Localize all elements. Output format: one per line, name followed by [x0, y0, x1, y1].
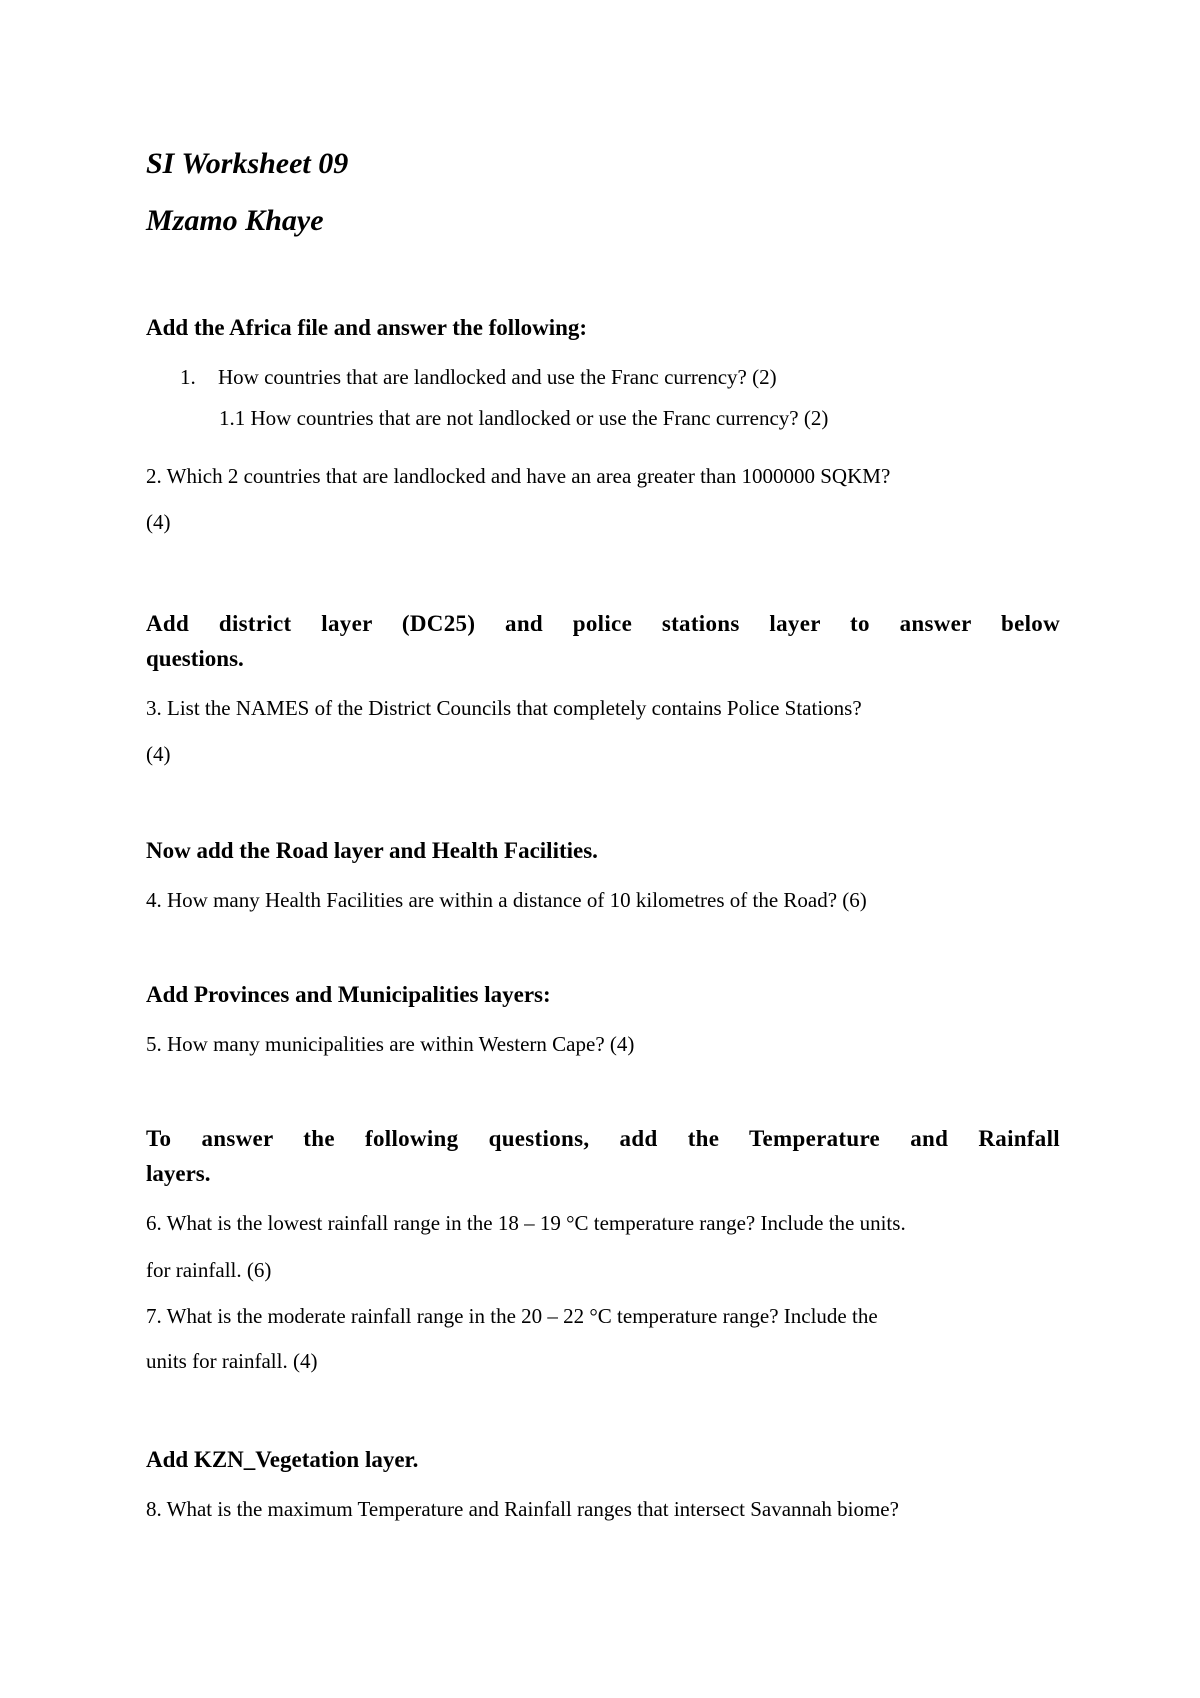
question-8: 8. What is the maximum Temperature and Rainfall ranges that intersect Savannah biome? — [146, 1497, 899, 1521]
vegetation-section-heading: Add KZN_Vegetation layer. — [146, 1447, 419, 1472]
question-2-marks: (4) — [146, 510, 171, 534]
question-3-marks: (4) — [146, 742, 171, 766]
question-4: 4. How many Health Facilities are within a distance of 10 kilometres of the Road? (6) — [146, 888, 867, 912]
district-section-heading-tail: questions. — [146, 646, 244, 671]
question-2-line-1: 2. Which 2 countries that are landlocked and have an area greater than 1000000 SQKM? — [146, 464, 891, 488]
question-7-line-2: units for rainfall. (4) — [146, 1349, 318, 1373]
africa-section-heading: Add the Africa file and answer the following: — [146, 315, 588, 340]
road-section-heading: Now add the Road layer and Health Facilities. — [146, 838, 598, 863]
climate-section-heading: To answer the following questions, add the Temperature and Rainfall — [146, 1126, 1060, 1151]
question-6-line-2: for rainfall. (6) — [146, 1258, 272, 1282]
question-6-line-1: 6. What is the lowest rainfall range in the 18 – 19 °C temperature range? Include the units. — [146, 1211, 906, 1235]
climate-section-heading-tail: layers. — [146, 1161, 211, 1186]
question-1-1: 1.1 How countries that are not landlocked or use the Franc currency? (2) — [219, 406, 829, 430]
question-1-number: 1. — [180, 365, 196, 389]
question-1 — [180, 363, 777, 391]
question-3-line-1: 3. List the NAMES of the District Councils that completely contains Police Stations? — [146, 696, 862, 720]
district-section-heading: Add district layer (DC25) and police stations layer to answer below — [146, 611, 1060, 636]
question-5: 5. How many municipalities are within Western Cape? (4) — [146, 1032, 635, 1056]
author-name: Mzamo Khaye — [146, 204, 324, 237]
provinces-section-heading: Add Provinces and Municipalities layers: — [146, 982, 551, 1007]
question-7-line-1: 7. What is the moderate rainfall range in the 20 – 22 °C temperature range? Include the — [146, 1304, 878, 1328]
question-1-text: How countries that are landlocked and use the Franc currency? (2) — [218, 365, 777, 389]
worksheet-title: SI Worksheet 09 — [146, 147, 349, 180]
